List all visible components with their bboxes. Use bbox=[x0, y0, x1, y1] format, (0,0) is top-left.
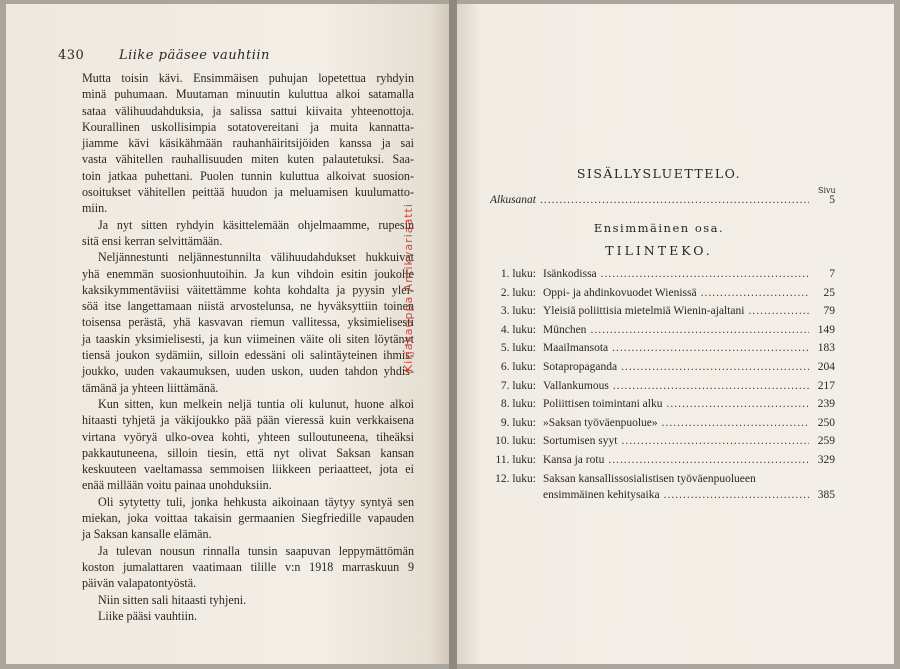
toc-chapter-number: 6. luku: bbox=[500, 361, 536, 373]
body-line: joukko, uuden vakaumuksen, uuden uskon, uuden tahdon yhdis- bbox=[82, 364, 414, 379]
toc-row bbox=[490, 324, 835, 336]
body-line: keskuuteen vaeltamassa semmoisen liikkeen periaatteet, jota ei bbox=[82, 462, 414, 477]
body-line: miekan, joka voittaa takaisin germaanien Siegfriedille vapauden bbox=[82, 511, 414, 526]
toc-entry-page: 239 bbox=[817, 398, 835, 411]
toc-entry-title: Sortumisen syyt bbox=[543, 435, 618, 448]
body-line: ja taaskin yksimielisesti, ja kun viimeinen väite oli siten löytänyt bbox=[82, 331, 414, 346]
body-line: ja Saksan kansalle elämän. bbox=[82, 527, 212, 542]
body-line: Ja tulevan nousun rinnalla tunsin saapuvan leppymättömän bbox=[98, 543, 414, 558]
leader-dots bbox=[662, 417, 809, 429]
toc-entry-title: Maailmansota bbox=[543, 342, 609, 355]
toc-chapter-number: 11. luku: bbox=[495, 454, 536, 466]
toc-chapter-number: 10. luku: bbox=[495, 435, 536, 448]
body-line: Liike pääsi vauhtiin. bbox=[98, 608, 198, 623]
toc-entry-page: 25 bbox=[823, 286, 835, 299]
toc-entry-title: Oppi- ja ahdinkovuodet Wienissä bbox=[543, 286, 697, 299]
body-line: Kourallinen uskollisimpia sotatovereitani ja muita kannatta- bbox=[82, 119, 414, 134]
toc-row bbox=[490, 361, 835, 373]
body-line: Ja nyt sitten ryhdyin käsittelemään ohjelmaamme, rupesin bbox=[98, 217, 414, 232]
toc-chapter-number: 8. luku: bbox=[500, 398, 536, 411]
body-line: yhä enemmän suosionhuutoihin. Ja kun vihdoin esitin joukolle bbox=[82, 266, 414, 281]
toc-entry-page: 385 bbox=[817, 489, 835, 502]
toc-entry-page: 204 bbox=[817, 361, 835, 373]
page-number: 430 bbox=[58, 48, 85, 63]
running-header bbox=[58, 48, 270, 63]
toc-entry-title: Yleisiä poliittisia mietelmiä Wienin-ajaltani bbox=[543, 305, 745, 318]
toc-chapter-number: 1. luku: bbox=[500, 268, 536, 280]
body-line: Niin sitten sali hitaasti tyhjeni. bbox=[98, 592, 247, 607]
toc-row bbox=[490, 268, 835, 280]
toc-entry-page: 329 bbox=[817, 454, 835, 466]
toc-entry-title: Saksan kansallissosialistisen työväenpuolueen bbox=[543, 472, 756, 485]
toc-entry-title: Isänkodissa bbox=[543, 268, 597, 280]
leader-dots bbox=[540, 194, 809, 206]
leader-dots bbox=[608, 454, 809, 466]
leader-dots bbox=[748, 305, 809, 317]
body-line: Oli sytytetty tuli, jonka hehkusta aikoinaan täytyy syntyä sen bbox=[98, 494, 414, 509]
toc-chapter-number: 9. luku: bbox=[500, 416, 536, 429]
toc-title: SISÄLLYSLUETTELO. bbox=[576, 166, 742, 181]
toc-entry-page: 250 bbox=[817, 416, 835, 429]
toc-entry-title: Alkusanat bbox=[490, 194, 536, 206]
body-line: Mutta toisin kävi. Ensimmäisen puhujan lopetettua ryhdyin bbox=[82, 71, 414, 85]
leader-dots bbox=[621, 361, 809, 373]
toc-row bbox=[490, 489, 835, 501]
body-line: hitaasti tyhjetä ja väkijoukko pää pään vieressä kuin verkkaisena bbox=[82, 413, 414, 428]
leader-dots bbox=[601, 268, 809, 280]
toc-row bbox=[490, 305, 835, 317]
leader-dots bbox=[666, 398, 809, 410]
body-line: toisensa perästä, yhä kasvavan riemun vallitessa, yksimielisesti bbox=[82, 315, 414, 330]
body-line: kaksikymmentäviisi väitettämme kohta kohdalta ja pyysin ylei- bbox=[82, 282, 414, 297]
body-line: Neljännestunti neljännestunnilta välihuudahdukset hukkuivat bbox=[98, 250, 414, 265]
leader-dots bbox=[621, 435, 809, 447]
toc-chapter-number: 5. luku: bbox=[500, 342, 536, 355]
toc-row bbox=[490, 398, 835, 410]
body-line: toin jatkaa puhettani. Puolen tunnin kuluttua alkoivat suosion- bbox=[82, 168, 414, 183]
toc-chapter-number: 7. luku: bbox=[500, 379, 536, 392]
toc-row bbox=[490, 435, 835, 447]
running-title: Liike pääsee vauhtiin bbox=[118, 48, 270, 63]
body-line: virtana vyöryä ulko-ovea kohti, yhteen sulloutuneena, tiheäksi bbox=[82, 429, 414, 444]
toc-entry-page: 79 bbox=[823, 305, 835, 318]
body-line: päivän valapatontyöstä. bbox=[82, 576, 197, 591]
toc-chapter-number: 2. luku: bbox=[500, 286, 536, 299]
toc-row bbox=[490, 287, 835, 299]
body-line: koston jumalattaren vaatimaan tilille v:n 1918 marraskuun 9 bbox=[82, 559, 414, 574]
toc-entry-title: ensimmäinen kehitysaika bbox=[543, 489, 660, 502]
body-line: vasta vähitellen rauhallisuuden miten kuten palautetuksi. Saa- bbox=[82, 152, 414, 167]
toc-entry-page: 149 bbox=[817, 323, 835, 336]
leader-dots bbox=[701, 287, 809, 299]
part-heading: Ensimmäinen osa. bbox=[593, 221, 725, 235]
toc-row bbox=[490, 380, 835, 392]
toc-entry-title: Vallankumous bbox=[543, 379, 609, 392]
leader-dots bbox=[590, 324, 809, 336]
page-column-label: Sivu bbox=[818, 186, 836, 195]
leader-dots bbox=[664, 489, 809, 501]
toc-entry-title: Kansa ja rotu bbox=[543, 454, 605, 466]
body-line: enää millään voitu painaa unohduksiin. bbox=[82, 478, 272, 493]
toc-entry-title: »Saksan työväenpuolue» bbox=[543, 416, 658, 429]
body-text bbox=[82, 70, 414, 624]
body-line: söä itse langettamaan niistä arvostelunsa, ne hyväksyttiin toinen bbox=[82, 299, 414, 314]
body-line: pakkautuneena, silloin tiesin, että nyt olivat Saksan kansan bbox=[82, 445, 414, 460]
toc-chapter-number: 12. luku: bbox=[495, 472, 536, 485]
toc-entry-title: München bbox=[543, 323, 587, 336]
body-line: minä puhumaan. Muutaman minuutin kuluttua alkoi satamalla bbox=[82, 87, 414, 102]
toc-entry-page: 217 bbox=[817, 379, 835, 392]
body-line: jiamme kävi käsikähmään rauhanhäiritsijöiden kanssa ja sai bbox=[82, 136, 414, 151]
toc-entry-page: 183 bbox=[817, 342, 835, 355]
body-line: tiensä joukon sydämiin, silloin edessäni oli salintäyteinen ihmis- bbox=[82, 348, 414, 363]
toc-row bbox=[490, 454, 835, 466]
body-line: tämänä ja yhteen liittämänä. bbox=[82, 380, 219, 395]
toc-row bbox=[490, 417, 835, 429]
toc-chapter-number: 3. luku: bbox=[500, 305, 536, 318]
leader-dots bbox=[613, 380, 809, 392]
toc-entry-page: 7 bbox=[829, 268, 835, 280]
toc-entry-page: 259 bbox=[817, 435, 835, 448]
body-line: Kun sitten, kun melkein neljä tuntia oli kulunut, huone alkoi bbox=[98, 396, 414, 411]
shop-stamp: Kirjakauppa Antikvariaatti bbox=[402, 203, 415, 372]
body-line: miin. bbox=[82, 201, 108, 216]
body-line: sitä ensi kerran selvittämään. bbox=[82, 233, 223, 248]
toc-row bbox=[490, 473, 835, 485]
book-gutter bbox=[449, 0, 457, 669]
body-line: osoitukset vähitellen peittää huudon ja meluamisen kuulumatto- bbox=[82, 185, 414, 200]
toc-entry-page: 5 bbox=[829, 194, 835, 206]
toc-foreword bbox=[490, 194, 835, 206]
toc-chapter-number: 4. luku: bbox=[500, 323, 536, 336]
section-heading: TILINTEKO. bbox=[605, 243, 713, 258]
toc-entry-title: Poliittisen toimintani alku bbox=[543, 398, 663, 411]
toc-entry-title: Sotapropaganda bbox=[543, 361, 618, 373]
leader-dots bbox=[612, 342, 809, 354]
body-line: sataa välihuudahduksia, ja salissa sattui kiivaita yhteenottoja. bbox=[82, 103, 414, 118]
toc-row bbox=[490, 342, 835, 354]
